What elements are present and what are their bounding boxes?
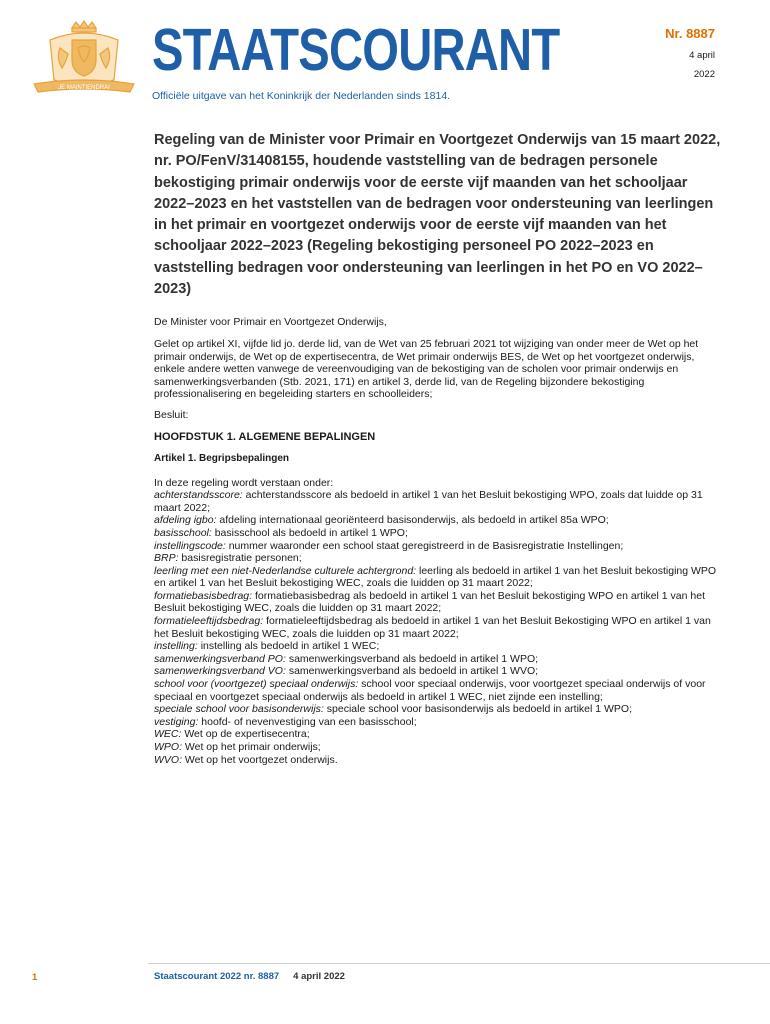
document-body <box>154 130 724 766</box>
definition-item <box>154 728 724 741</box>
definition-text: afdeling internationaal georiënteerd basisonderwijs, als bedoeld in artikel 85a WPO; <box>216 514 609 527</box>
definition-term: BRP: <box>154 552 179 565</box>
considerations-paragraph: Gelet op artikel XI, vijfde lid jo. derde lid, van de Wet van 25 februari 2021 tot wijziging van onder meer de Wet op het primair onderwijs, de Wet op de expertisecentra, de Wet primair onderwijs BES, de Wet op het voortgezet onderwijs, enkele andere wetten vanwege de vereenvoudiging van de bekostiging van de scholen voor primair onderwijs en samenwerkingsverbanden (Stb. 2021, 171) en artikel 3, derde lid, van de Regeling bijzondere bekostiging professionalisering en begeleiding starters en schoolleiders; <box>154 337 699 401</box>
logo-motto: JE MAINTIENDRAI <box>58 85 110 91</box>
definition-text: formatiebasisbedrag als bedoeld in artikel 1 van het Besluit bekostiging WPO en artikel 1 van het Besluit bekostiging WEC, zoals die luidden op 31 maart 2022; <box>154 589 705 615</box>
definition-term: vestiging: <box>154 715 199 728</box>
issue-number: Nr. 8887 <box>665 26 715 41</box>
coat-of-arms-logo <box>30 18 135 98</box>
footer-divider <box>148 963 770 964</box>
definition-text: Wet op het primair onderwijs; <box>182 741 321 753</box>
definition-text: leerling als bedoeld in artikel 1 van het Besluit bekostiging WPO en artikel 1 van het Besluit bekostiging WEC, zoals die luidden op 31 maart 2022; <box>154 564 717 590</box>
footer-publication: Staatscourant 2022 nr. 8887 <box>154 971 280 982</box>
regulation-title: Regeling van de Minister voor Primair en Voortgezet Onderwijs van 15 maart 2022, nr. PO/FenV/31408155, houdende vaststelling van de bedragen personele bekostiging primair onderwijs voor de eerste vijf maanden van het schooljaar 2022–2023 en het vaststellen van de bedragen voor ondersteuning van leerlingen in het primair en voortgezet onderwijs voor de eerste vijf maanden van het schooljaar 2022–2023 (Regeling bekostiging personeel PO 2022–2023 en vaststelling bedragen voor ondersteuning van leerlingen in het PO en VO 2022–2023) <box>154 132 721 298</box>
definition-text: Wet op de expertisecentra; <box>181 728 310 741</box>
definition-item <box>154 565 724 590</box>
definition-text: achterstandsscore als bedoeld in artikel 1 van het Besluit bekostiging WPO, zoals dat luidde op 31 maart 2022; <box>154 489 703 514</box>
definition-term: speciale school voor basisonderwijs: <box>154 703 324 716</box>
definition-term: WPO: <box>154 741 182 753</box>
definition-term: WVO: <box>154 753 182 766</box>
definition-item <box>154 527 724 540</box>
definition-item <box>154 540 724 553</box>
definition-term: achterstandsscore: <box>154 489 243 502</box>
definition-item <box>154 703 724 716</box>
issue-info <box>665 26 715 80</box>
definition-text: speciale school voor basisonderwijs als bedoeld in artikel 1 WPO; <box>323 703 632 716</box>
definition-term: samenwerkingsverband PO: <box>154 652 286 665</box>
intro-line: De Minister voor Primair en Voortgezet Onderwijs, <box>154 316 387 329</box>
definition-item <box>154 489 724 514</box>
definition-term: formatiebasisbedrag: <box>154 589 253 602</box>
definition-text: Wet op het voortgezet onderwijs. <box>182 753 338 766</box>
definition-item <box>154 653 724 666</box>
definition-term: instellingscode: <box>154 539 226 552</box>
definition-text: hoofd- of nevenvestiging van een basisschool; <box>198 715 417 728</box>
definition-term: WEC: <box>154 728 182 741</box>
page-number: 1 <box>32 972 38 983</box>
definition-item <box>154 514 724 527</box>
issue-date-year: 2022 <box>693 69 715 80</box>
definition-term: formatieleeftijdsbedrag: <box>154 615 264 628</box>
masthead-title: STAATSCOURANT <box>152 17 560 83</box>
definition-text: samenwerkingsverband als bedoeld in artikel 1 WPO; <box>285 652 539 665</box>
article-heading: Artikel 1. Begripsbepalingen <box>154 452 290 464</box>
definition-text: nummer waaronder een school staat geregistreerd in de Basisregistratie Instellingen; <box>225 539 624 552</box>
definition-term: school voor (voortgezet) speciaal onderwijs: <box>154 678 359 691</box>
definition-item <box>154 716 724 729</box>
definitions-intro: In deze regeling wordt verstaan onder: <box>154 476 334 489</box>
definition-item <box>154 590 724 615</box>
definition-term: afdeling igbo: <box>154 514 217 527</box>
definition-text: instelling als bedoeld in artikel 1 WEC; <box>197 640 380 653</box>
definition-term: leerling met een niet-Nederlandse culturele achtergrond: <box>154 564 417 577</box>
definition-item <box>154 741 724 754</box>
definition-term: samenwerkingsverband VO: <box>154 665 286 678</box>
definition-item <box>154 665 724 678</box>
definition-item <box>154 615 724 640</box>
issue-date-day: 4 april <box>689 50 715 61</box>
definition-text: samenwerkingsverband als bedoeld in artikel 1 WVO; <box>285 665 539 678</box>
definition-text: basisregistratie personen; <box>178 552 302 565</box>
chapter-heading: HOOFDSTUK 1. ALGEMENE BEPALINGEN <box>154 430 376 443</box>
definition-item <box>154 678 724 703</box>
definition-term: instelling: <box>154 640 198 653</box>
definition-text: basisschool als bedoeld in artikel 1 WPO; <box>211 526 408 539</box>
footer <box>154 971 345 982</box>
decision-line: Besluit: <box>154 408 189 421</box>
definitions-list <box>154 477 724 767</box>
definition-term: basisschool: <box>154 526 212 539</box>
definition-item <box>154 640 724 653</box>
definition-item <box>154 754 724 767</box>
definition-item <box>154 552 724 565</box>
masthead-tagline: Officiële uitgave van het Koninkrijk der Nederlanden sinds 1814. <box>152 90 451 102</box>
footer-date: 4 april 2022 <box>293 971 345 982</box>
definition-text: formatieleeftijdsbedrag als bedoeld in artikel 1 van het Besluit Bekostiging WPO en artikel 1 van het Besluit bekostiging WEC, zoals die luidden op 31 maart 2022; <box>154 615 711 640</box>
definition-text: school voor speciaal onderwijs, voor voortgezet speciaal onderwijs of voor speciaal en voortgezet speciaal onderwijs als bedoeld in artikel 1 WEC, niet zijnde een instelling; <box>154 678 706 703</box>
